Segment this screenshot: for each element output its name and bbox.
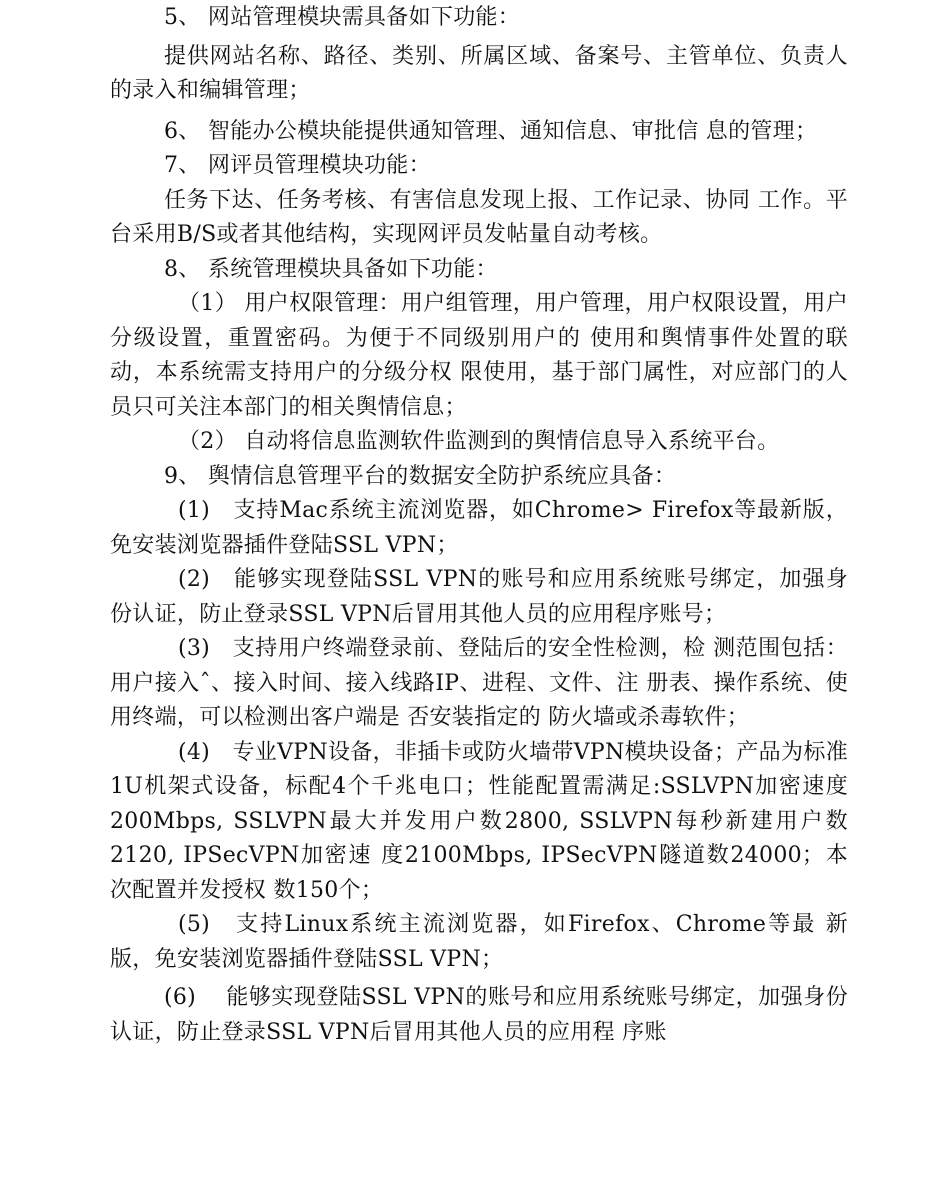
item-8-1: （1） 用户权限管理：用户组管理，用户管理，用户权限设置，用户分级设置，重置密码。为便于不同级别用户的 使用和舆情事件处置的联动，本系统需支持用户的分级分权 限使用，基于部门属性，对应部门的人员只可关注本部门的相关舆情信息； bbox=[110, 291, 848, 420]
heading-7: 7、 网评员管理模块功能： bbox=[164, 153, 431, 178]
item-9-6: (6) 能够实现登陆SSL VPN的账号和应用系统账号绑定，加强身份认证，防止登录SSL VPN后冒用其他人员的应用程 序账 bbox=[110, 985, 848, 1045]
heading-8: 8、 系统管理模块具备如下功能： bbox=[164, 256, 498, 282]
item-9-5: (5) 支持Linux系统主流浏览器，如Firefox、Chrome等最 新版，免安装浏览器插件登陆SSL VPN； bbox=[110, 912, 848, 972]
heading-6: 6、 智能办公模块能提供通知管理、通知信息、审批信 息的管理； bbox=[164, 118, 818, 144]
item-9-1: (1) 支持Mac系统主流浏览器，如Chrome> Firefox等最新版，免安装浏览器插件登陆SSL VPN； bbox=[110, 498, 848, 558]
paragraph-5-body: 提供网站名称、路径、类别、所属区域、备案号、主管单位、负责人的录入和编辑管理； bbox=[110, 43, 848, 103]
item-9-4: (4) 专业VPN设备，非插卡或防火墙带VPN模块设备；产品为标准1U机架式设备，标配4个千兆电口；性能配置需满足:SSLVPN加密速度200Mbps, SSLVPN最大并发用户数2800, SSLVPN每秒新建用户数2120, IPSecVPN加密速 度2100Mbps, IPSecVPN隧道数24000；本次配置并发授权 数150个； bbox=[110, 739, 848, 903]
item-9-2: (2) 能够实现登陆SSL VPN的账号和应用系统账号绑定，加强身份认证，防止登录SSL VPN后冒用其他人员的应用程序账号； bbox=[110, 567, 848, 627]
heading-9: 9、 舆情信息管理平台的数据安全防护系统应具备： bbox=[164, 463, 677, 489]
document-page bbox=[110, 0, 848, 1050]
heading-5: 5、 网站管理模块需具备如下功能： bbox=[164, 5, 521, 30]
item-9-3: (3) 支持用户终端登录前、登陆后的安全性检测，检 测范围包括：用户接入ˆ、接入时间、接入线路IP、进程、文件、注 册表、操作系统、使用终端，可以检测出客户端是 否安装指定的 防火墙或杀毒软件； bbox=[110, 636, 848, 730]
paragraph-7-body: 任务下达、任务考核、有害信息发现上报、工作记录、协同 工作。平台采用B/S或者其他结构，实现网评员发帖量自动考核。 bbox=[110, 187, 848, 247]
item-8-2: （2） 自动将信息监测软件监测到的舆情信息导入系统平台。 bbox=[178, 429, 780, 454]
